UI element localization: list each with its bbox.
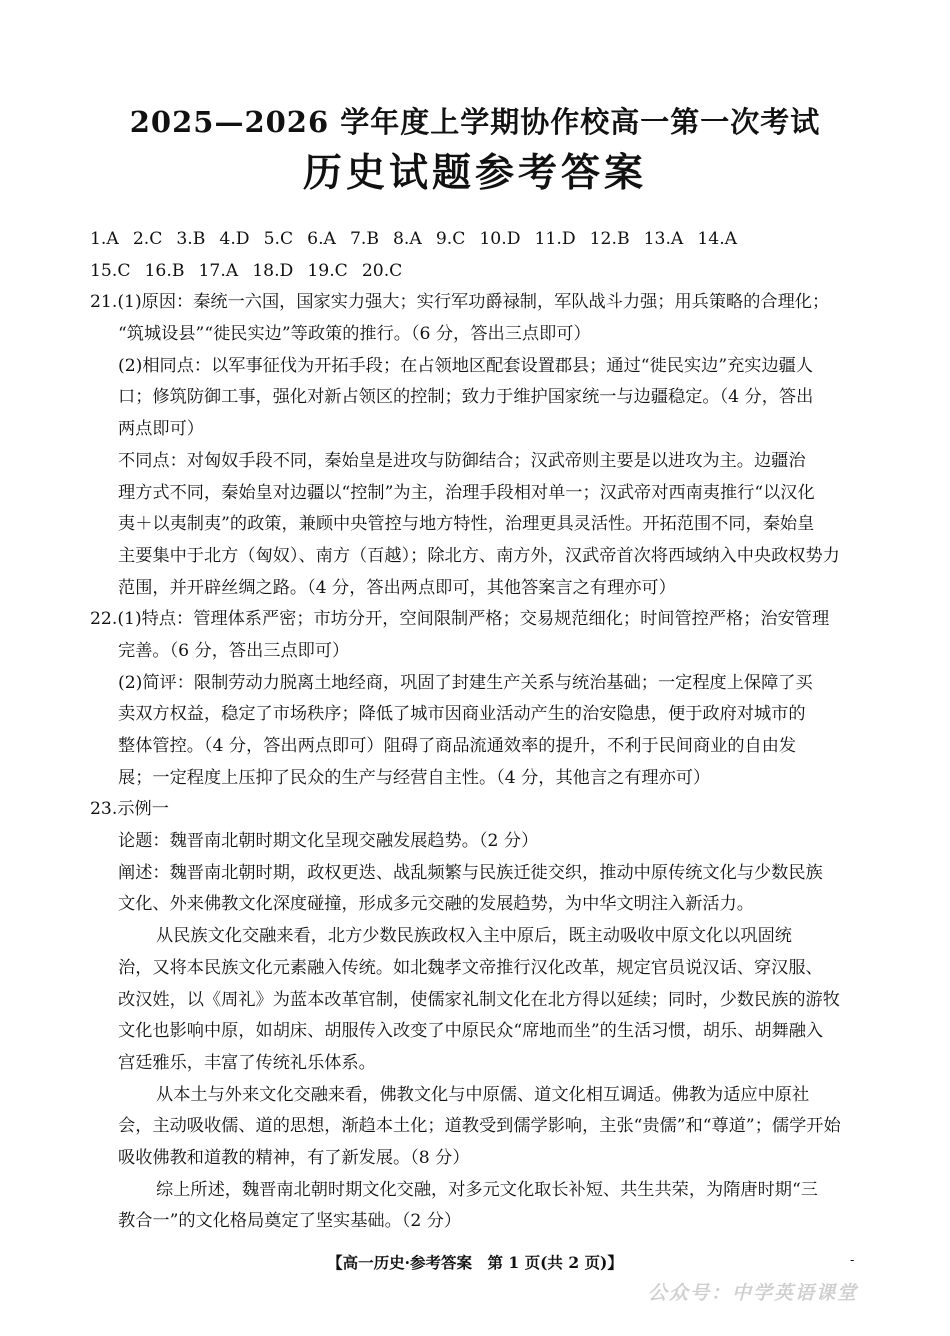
answer-content — [90, 224, 870, 1238]
q21-part1-line: “筑城设县”“徙民实边”等政策的推行。（6 分，答出三点即可） — [118, 324, 591, 345]
mcq-answer: 11.D — [534, 229, 576, 249]
q21-part2-line: (2)相同点：以军事征伐为开拓手段；在占领地区配套设置郡县；通过“徙民实边”充实边疆人 — [118, 355, 814, 376]
q23-heading: 23.示例一 — [90, 799, 169, 820]
mcq-answer: 8.A — [393, 229, 422, 249]
q22-part1-line: 22.(1)特点：管理体系严密；市坊分开，空间限制严格；交易规范细化；时间管控严格；治安管理 — [90, 609, 830, 630]
mcq-answer: 10.D — [479, 229, 521, 249]
page-footer: 【高一历史·参考答案 第 1 页(共 2 页)】 — [327, 1253, 623, 1272]
q21-diff-line: 不同点：对匈奴手段不同，秦始皇是进攻与防御结合；汉武帝则主要是以进攻为主。边疆治 — [118, 450, 806, 471]
q22-part2-line: 整体管控。（4 分，答出两点即可）阻碍了商品流通效率的提升，不利于民间商业的自由发 — [118, 736, 797, 756]
q23-text-line: 会，主动吸收儒、道的思想，渐趋本土化；道教受到儒学影响，主张“贵儒”和“尊道”；儒学开始 — [118, 1116, 841, 1137]
q21-diff-line: 夷＋以夷制夷”的政策，兼顾中央管控与地方特性，治理更具灵活性。开拓范围不同，秦始皇 — [118, 514, 815, 535]
q22-part2-line: (2)简评：限制劳动力脱离土地经商，巩固了封建生产关系与统治基础；一定程度上保障了买 — [118, 672, 813, 693]
q23-text-line: 综上所述，魏晋南北朝时期文化交融，对多元文化取长补短、共生共荣，为隋唐时期“三 — [156, 1179, 818, 1200]
mcq-answer: 5.C — [263, 229, 294, 249]
mcq-answer: 17.A — [198, 260, 239, 281]
watermark: 公众号：中学英语课堂 — [647, 1282, 858, 1304]
page-title: 历史试题参考答案 — [302, 150, 647, 196]
q21-part2-line: 两点即可） — [118, 419, 204, 440]
mcq-answer: 1.A — [90, 229, 119, 249]
mcq-answer: 4.D — [219, 229, 250, 249]
q21-part2-line: 口；修筑防御工事，强化对新占领区的控制；致力于维护国家统一与边疆稳定。（4 分，答出 — [118, 387, 814, 408]
mcq-answer: 2.C — [132, 229, 163, 249]
q22-part2-line: 展；一定程度上压抑了民众的生产与经营自主性。（4 分，其他言之有理亦可） — [118, 767, 711, 788]
mcq-answer: 15.C — [90, 260, 131, 281]
q23-text-line: 文化也影响中原，如胡床、胡服传入改变了中原民众“席地而坐”的生活习惯，胡乐、胡舞融入 — [118, 1021, 824, 1042]
footer-mark: - — [850, 1253, 855, 1268]
q23-text-line: 文化、外来佛教文化深度碰撞，形成多元交融的发展趋势，为中华文明注入新活力。 — [118, 894, 754, 915]
q21-diff-line: 主要集中于北方（匈奴）、南方（百越）；除北方、南方外，汉武帝首次将西域纳入中央政权势力 — [118, 545, 840, 566]
q23-text-line: 宫廷雅乐，丰富了传统礼乐体系。 — [118, 1052, 376, 1073]
q23-text-line: 改汉姓，以《周礼》为蓝本改革官制，使儒家礼制文化在北方得以延续；同时，少数民族的游牧 — [118, 989, 840, 1010]
mcq-answers-row-2 — [90, 256, 870, 288]
mcq-answers-row-1 — [90, 224, 870, 256]
q23-text-line: 吸收佛教和道教的精神，有了新发展。（8 分） — [118, 1147, 470, 1168]
q23-text-line: 从本土与外来文化交融来看，佛教文化与中原儒、道文化相互调适。佛教为适应中原社 — [156, 1084, 810, 1105]
mcq-answer: 19.C — [307, 260, 348, 281]
mcq-answer: 12.B — [589, 229, 630, 249]
mcq-answer: 7.B — [349, 229, 379, 249]
mcq-answer: 9.C — [435, 229, 466, 249]
q22-part2-line: 卖双方权益，稳定了市场秩序；降低了城市因商业活动产生的治安隐患，便于政府对城市的 — [118, 704, 806, 725]
q23-text-line: 阐述：魏晋南北朝时期，政权更迭、战乱频繁与民族迁徙交织，推动中原传统文化与少数民族 — [118, 862, 823, 883]
mcq-answer: 16.B — [144, 260, 185, 281]
q21-diff-line: 范围，并开辟丝绸之路。（4 分，答出两点即可，其他答案言之有理亦可） — [118, 577, 676, 598]
exam-title: 2025—2026 学年度上学期协作校高一第一次考试 — [129, 105, 821, 139]
mcq-answer: 14.A — [697, 229, 738, 249]
q21-part1-line: 21.(1)原因：秦统一六国，国家实力强大；实行军功爵禄制，军队战斗力强；用兵策略的合理化； — [90, 292, 830, 313]
q23-text-line: 治，又将本民族文化元素融入传统。如北魏孝文帝推行汉化改革，规定官员说汉话、穿汉服、 — [118, 957, 823, 978]
q23-thesis: 论题：魏晋南北朝时期文化呈现交融发展趋势。（2 分） — [118, 831, 539, 852]
mcq-answer: 6.A — [307, 229, 336, 249]
q22-part1-line: 完善。（6 分，答出三点即可） — [118, 640, 350, 661]
mcq-answer: 20.C — [361, 260, 403, 281]
mcq-answer: 13.A — [643, 229, 684, 249]
q23-text-line: 教合一”的文化格局奠定了坚实基础。（2 分） — [118, 1211, 462, 1232]
q23-text-line: 从民族文化交融来看，北方少数民族政权入主中原后，既主动吸收中原文化以巩固统 — [156, 926, 792, 947]
mcq-answer: 18.D — [252, 260, 294, 281]
mcq-answer: 3.B — [176, 229, 206, 249]
q21-diff-line: 理方式不同，秦始皇对边疆以“控制”为主，治理手段相对单一；汉武帝对西南夷推行“以汉化 — [118, 482, 815, 503]
